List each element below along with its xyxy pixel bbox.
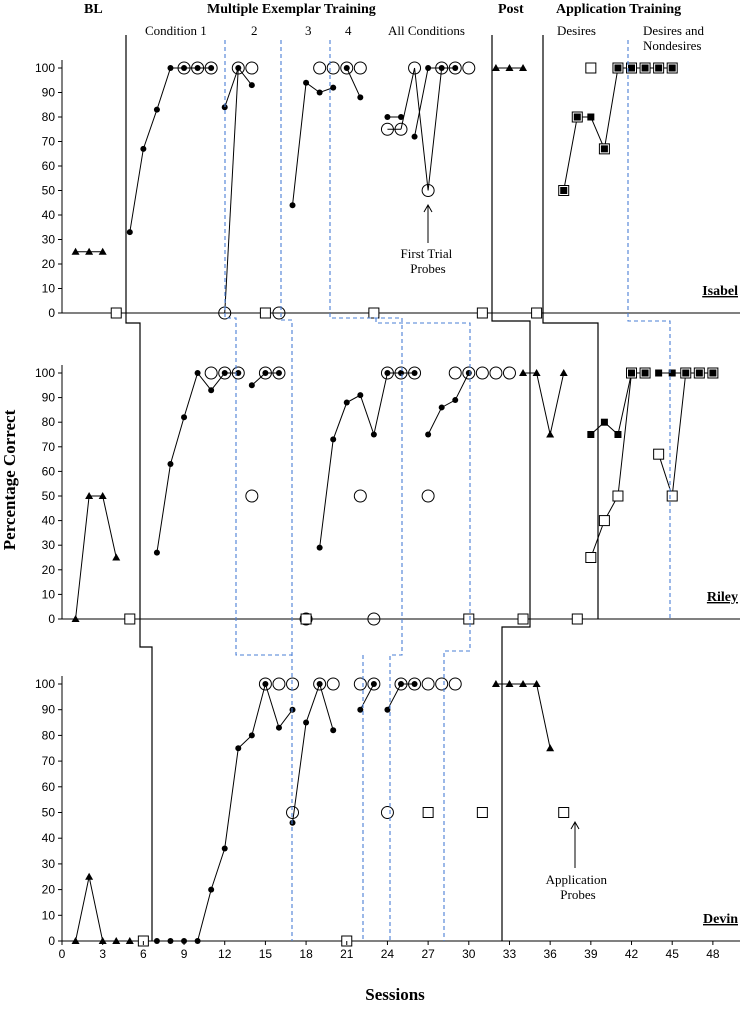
dot-point bbox=[317, 545, 323, 551]
open-square-point bbox=[125, 614, 135, 624]
condition-label-desires: Desires bbox=[557, 23, 596, 38]
dot-point bbox=[249, 382, 255, 388]
y-tick-label: 50 bbox=[41, 805, 55, 820]
y-tick-label: 100 bbox=[34, 677, 55, 691]
dot-point bbox=[235, 65, 241, 71]
open-square-point bbox=[599, 516, 609, 526]
y-tick-label: 60 bbox=[41, 159, 55, 173]
y-tick-label: 60 bbox=[41, 779, 55, 794]
dot-point bbox=[276, 370, 282, 376]
filled-square-point bbox=[601, 419, 608, 426]
condition-label-3: 3 bbox=[305, 23, 312, 38]
y-tick-label: 20 bbox=[41, 257, 55, 271]
dot-point bbox=[317, 681, 323, 687]
y-tick-label: 90 bbox=[41, 85, 55, 100]
x-tick-label: 48 bbox=[706, 947, 720, 961]
open-square-point bbox=[111, 308, 121, 318]
dot-series-line bbox=[293, 684, 334, 823]
condition-change-line bbox=[628, 40, 670, 619]
triangle-point bbox=[546, 431, 554, 438]
dot-point bbox=[330, 727, 336, 733]
dot-point bbox=[384, 114, 390, 120]
condition-label-desires-nondesires-line2: Nondesires bbox=[643, 38, 702, 53]
dot-point bbox=[412, 681, 418, 687]
filled-square-point bbox=[628, 370, 635, 377]
condition-label-4: 4 bbox=[345, 23, 352, 38]
filled-square-point bbox=[574, 114, 581, 121]
open-square-point bbox=[518, 614, 528, 624]
dot-point bbox=[303, 720, 309, 726]
annotation-first-trial-probes-line1: First Trial bbox=[400, 246, 453, 261]
open-circle-point bbox=[476, 367, 488, 379]
open-circle-point bbox=[422, 678, 434, 690]
open-square-point bbox=[464, 614, 474, 624]
open-circle-point bbox=[354, 62, 366, 74]
dot-point bbox=[154, 938, 160, 944]
y-tick-label: 100 bbox=[34, 61, 55, 75]
y-tick-label: 30 bbox=[41, 232, 55, 247]
open-circle-point bbox=[327, 678, 339, 690]
dot-point bbox=[344, 65, 350, 71]
filled-square-point bbox=[696, 370, 703, 377]
open-circle-point bbox=[422, 490, 434, 502]
dot-point bbox=[398, 370, 404, 376]
dot-point bbox=[330, 436, 336, 442]
dot-point bbox=[384, 370, 390, 376]
x-tick-label: 18 bbox=[299, 947, 313, 961]
dot-point bbox=[167, 938, 173, 944]
condition-label-2: 2 bbox=[251, 23, 258, 38]
y-tick-label: 30 bbox=[41, 538, 55, 553]
participant-name: Riley bbox=[706, 590, 738, 605]
open-square-series-line bbox=[659, 373, 686, 496]
x-tick-label: 3 bbox=[99, 947, 107, 961]
dot-point bbox=[195, 65, 201, 71]
dot-point bbox=[195, 370, 201, 376]
dot-point bbox=[181, 414, 187, 420]
x-tick-label: 30 bbox=[462, 947, 476, 961]
dot-point bbox=[398, 681, 404, 687]
open-square-point bbox=[613, 491, 623, 501]
dot-point bbox=[222, 845, 228, 851]
dot-point bbox=[290, 202, 296, 208]
annotation-application-probes bbox=[546, 872, 611, 902]
filled-square-series-line bbox=[591, 373, 645, 435]
triangle-point bbox=[112, 554, 120, 561]
y-tick-label: 0 bbox=[48, 306, 55, 320]
dot-point bbox=[154, 550, 160, 556]
annotation-first-trial-probes bbox=[401, 246, 456, 276]
dot-series-line bbox=[157, 684, 293, 941]
condition-change-line bbox=[330, 40, 402, 941]
y-tick-label: 60 bbox=[41, 464, 55, 479]
open-square-point bbox=[654, 449, 664, 459]
condition-label-desires-nondesires-line1: Desires and bbox=[643, 23, 705, 38]
triangle-series-line bbox=[76, 877, 130, 941]
open-square-point bbox=[477, 308, 487, 318]
filled-square-point bbox=[614, 65, 621, 72]
dot-point bbox=[222, 370, 228, 376]
y-tick-label: 70 bbox=[41, 439, 55, 454]
participant-name: Devin bbox=[703, 912, 738, 927]
filled-square-point bbox=[655, 65, 662, 72]
x-tick-label: 33 bbox=[502, 947, 517, 961]
condition-change-line bbox=[225, 40, 292, 941]
y-tick-label: 50 bbox=[41, 489, 55, 503]
x-tick-label: 39 bbox=[584, 947, 598, 961]
dot-point bbox=[249, 732, 255, 738]
x-tick-label: 15 bbox=[258, 947, 273, 961]
dot-point bbox=[303, 80, 309, 86]
dot-point bbox=[371, 432, 377, 438]
y-tick-label: 100 bbox=[34, 366, 55, 380]
y-tick-label: 10 bbox=[41, 281, 55, 296]
dot-point bbox=[167, 461, 173, 467]
x-tick-label: 21 bbox=[340, 947, 354, 961]
dot-series-line bbox=[320, 373, 415, 548]
dot-point bbox=[371, 681, 377, 687]
x-tick-label: 45 bbox=[665, 947, 679, 961]
dot-point bbox=[127, 229, 133, 235]
x-tick-label: 27 bbox=[421, 947, 435, 961]
dot-point bbox=[262, 370, 268, 376]
y-tick-label: 10 bbox=[41, 908, 55, 923]
phase-header-post: Post bbox=[498, 2, 524, 17]
phase-header-bl: BL bbox=[84, 2, 103, 17]
x-tick-label: 36 bbox=[543, 947, 557, 961]
open-square-point bbox=[586, 63, 596, 73]
dot-point bbox=[412, 370, 418, 376]
dot-point bbox=[181, 65, 187, 71]
x-tick-label: 9 bbox=[180, 947, 188, 961]
open-circle-point bbox=[246, 490, 258, 502]
y-axis-label: Percentage Correct bbox=[0, 409, 19, 551]
dot-point bbox=[357, 94, 363, 100]
open-circle-point bbox=[381, 807, 393, 819]
open-circle-point bbox=[327, 62, 339, 74]
filled-square-point bbox=[642, 65, 649, 72]
filled-square-point bbox=[642, 370, 649, 377]
open-circle-point bbox=[246, 62, 258, 74]
open-circle-point bbox=[354, 678, 366, 690]
dot-point bbox=[195, 938, 201, 944]
y-tick-label: 80 bbox=[41, 728, 55, 743]
y-tick-label: 10 bbox=[41, 587, 55, 602]
open-circle-point bbox=[503, 367, 515, 379]
filled-square-point bbox=[655, 370, 662, 377]
phase-header-met: Multiple Exemplar Training bbox=[207, 2, 376, 17]
dot-point bbox=[262, 681, 268, 687]
x-tick-label: 0 bbox=[58, 947, 66, 961]
y-tick-label: 90 bbox=[41, 702, 55, 717]
open-square-point bbox=[572, 614, 582, 624]
plot-layer bbox=[35, 35, 740, 961]
open-circle-point bbox=[436, 678, 448, 690]
triangle-series-line bbox=[523, 373, 564, 435]
triangle-point bbox=[546, 744, 554, 751]
open-circle-point bbox=[273, 678, 285, 690]
condition-label-all: All Conditions bbox=[388, 23, 465, 38]
open-square-point bbox=[667, 491, 677, 501]
filled-square-point bbox=[682, 370, 689, 377]
y-tick-label: 0 bbox=[48, 934, 55, 948]
condition-label-desires-nondesires bbox=[643, 23, 707, 53]
filled-square-point bbox=[628, 65, 635, 72]
open-square-point bbox=[586, 553, 596, 563]
annotation-application-probes-line2: Probes bbox=[560, 887, 596, 902]
filled-square-point bbox=[669, 65, 676, 72]
y-tick-label: 40 bbox=[41, 208, 55, 222]
y-tick-label: 90 bbox=[41, 390, 55, 405]
dot-point bbox=[357, 707, 363, 713]
open-circle-point bbox=[314, 62, 326, 74]
y-tick-label: 20 bbox=[41, 562, 55, 577]
dot-point bbox=[357, 392, 363, 398]
triangle-series-line bbox=[496, 684, 550, 748]
open-square-point bbox=[423, 808, 433, 818]
dot-point bbox=[317, 90, 323, 96]
annotation-application-probes-line1: Application bbox=[545, 872, 608, 887]
open-circle-point bbox=[205, 367, 217, 379]
filled-square-series-line bbox=[564, 68, 672, 191]
open-circle-point bbox=[490, 367, 502, 379]
dot-point bbox=[140, 146, 146, 152]
dot-point bbox=[344, 400, 350, 406]
y-tick-label: 40 bbox=[41, 513, 55, 528]
triangle-series-line bbox=[76, 496, 117, 619]
x-tick-label: 6 bbox=[140, 947, 147, 961]
dot-point bbox=[398, 114, 404, 120]
dot-point bbox=[167, 65, 173, 71]
x-axis-label: Sessions bbox=[365, 985, 425, 1004]
filled-square-point bbox=[587, 431, 594, 438]
triangle-point bbox=[560, 369, 568, 376]
dot-series-line bbox=[360, 684, 374, 710]
phase-change-line bbox=[492, 35, 530, 941]
x-tick-label: 24 bbox=[380, 947, 395, 961]
dot-point bbox=[249, 82, 255, 88]
open-circle-point bbox=[354, 490, 366, 502]
open-square-point bbox=[532, 308, 542, 318]
condition-change-line bbox=[281, 40, 292, 655]
circle-series-line bbox=[225, 68, 239, 313]
open-square-point bbox=[301, 614, 311, 624]
dot-series-line bbox=[428, 373, 469, 435]
dot-point bbox=[452, 65, 458, 71]
dot-point bbox=[154, 107, 160, 113]
dot-point bbox=[208, 65, 214, 71]
open-circle-point bbox=[449, 367, 461, 379]
y-tick-label: 80 bbox=[41, 110, 55, 124]
dot-point bbox=[235, 745, 241, 751]
x-tick-label: 42 bbox=[624, 947, 639, 961]
dot-point bbox=[439, 65, 445, 71]
x-tick-label: 12 bbox=[218, 947, 232, 961]
filled-square-point bbox=[560, 187, 567, 194]
phase-header-application: Application Training bbox=[556, 2, 682, 17]
dot-point bbox=[466, 370, 472, 376]
y-tick-label: 20 bbox=[41, 882, 55, 897]
y-tick-label: 50 bbox=[41, 183, 55, 198]
y-tick-label: 0 bbox=[48, 612, 55, 626]
open-square-point bbox=[559, 808, 569, 818]
condition-label-1: Condition 1 bbox=[145, 23, 207, 38]
filled-square-point bbox=[601, 145, 608, 152]
phase-change-line bbox=[543, 35, 598, 619]
participant-name: Isabel bbox=[702, 284, 738, 299]
open-square-point bbox=[369, 308, 379, 318]
dot-point bbox=[330, 85, 336, 91]
dot-series-line bbox=[293, 83, 334, 206]
filled-square-point bbox=[709, 370, 716, 377]
dot-series-line bbox=[347, 68, 361, 97]
y-tick-label: 40 bbox=[41, 831, 55, 846]
y-tick-label: 70 bbox=[41, 134, 55, 149]
dot-point bbox=[452, 397, 458, 403]
triangle-point bbox=[85, 873, 93, 880]
open-circle-point bbox=[449, 678, 461, 690]
filled-square-point bbox=[614, 431, 621, 438]
y-tick-label: 70 bbox=[41, 754, 55, 769]
dot-point bbox=[425, 65, 431, 71]
phase-change-line bbox=[126, 35, 152, 941]
annotation-first-trial-probes-line2: Probes bbox=[410, 261, 446, 276]
dot-point bbox=[439, 404, 445, 410]
y-tick-label: 30 bbox=[41, 856, 55, 871]
y-tick-label: 80 bbox=[41, 415, 55, 430]
filled-square-point bbox=[587, 114, 594, 121]
open-circle-point bbox=[463, 62, 475, 74]
dot-point bbox=[208, 887, 214, 893]
dot-point bbox=[412, 134, 418, 140]
dot-point bbox=[276, 725, 282, 731]
dot-point bbox=[208, 387, 214, 393]
open-square-point bbox=[477, 808, 487, 818]
open-square-point bbox=[260, 308, 270, 318]
dot-point bbox=[425, 432, 431, 438]
